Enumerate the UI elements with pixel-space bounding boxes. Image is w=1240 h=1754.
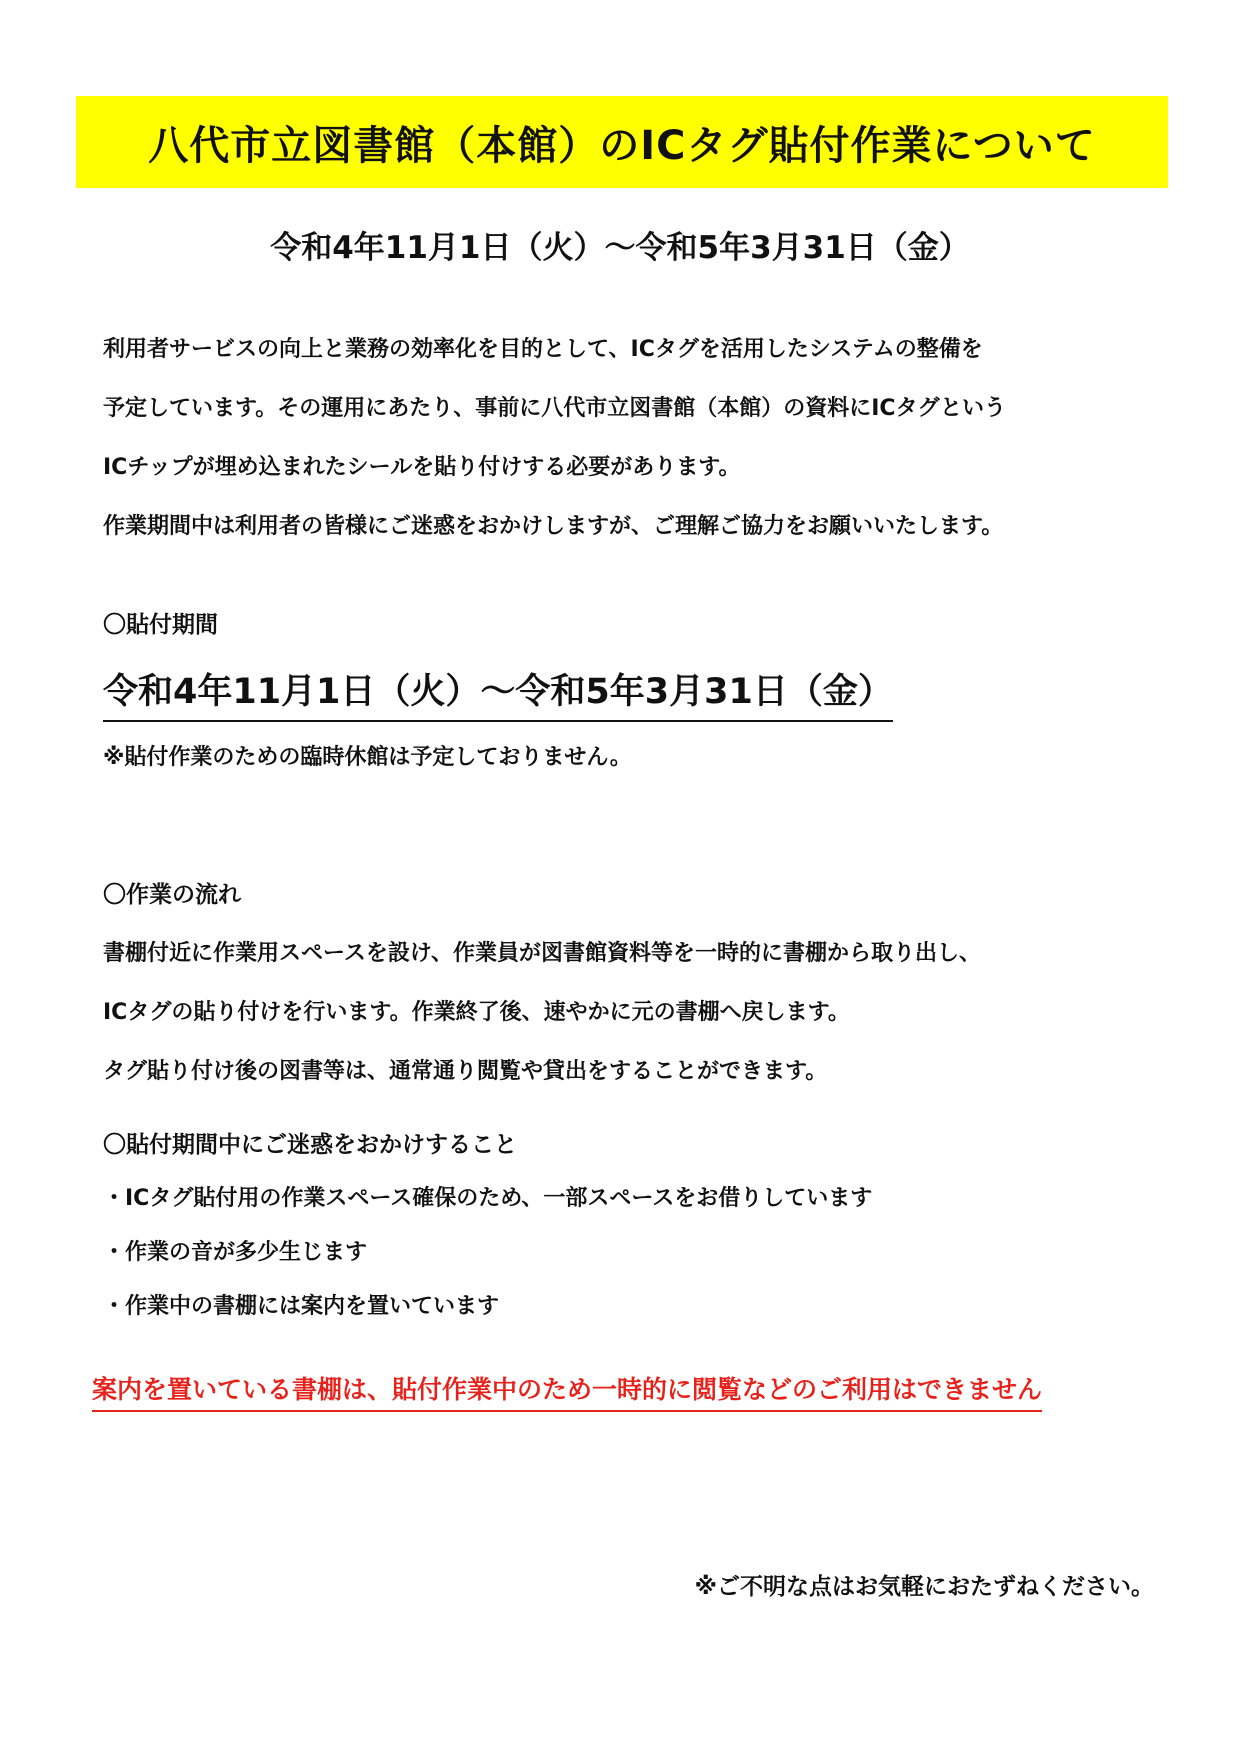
inconvenience-heading: 〇貼付期間中にご迷惑をおかけすること	[103, 1132, 517, 1158]
date-range: 令和4年11月1日（火）～令和5年3月31日（金）	[270, 230, 970, 266]
flow-line: 書棚付近に作業用スペースを設け、作業員が図書館資料等を一時的に書棚から取り出し、	[103, 941, 982, 966]
footer-note: ※ご不明な点はお気軽におたずねください。	[694, 1574, 1154, 1600]
page-title: 八代市立図書館（本館）のICタグ貼付作業について	[148, 122, 1096, 169]
inconvenience-list	[103, 1172, 1153, 1334]
period-note: ※貼付作業のための臨時休館は予定しておりません。	[103, 745, 632, 770]
period-heading: 〇貼付期間	[103, 612, 218, 638]
intro-line: ICチップが埋め込まれたシールを貼り付けする必要があります。	[103, 455, 741, 480]
flow-line: タグ貼り付け後の図書等は、通常通り閲覧や貸出をすることができます。	[103, 1059, 828, 1084]
list-item: ・作業の音が多少生じます	[103, 1240, 368, 1265]
intro-paragraph	[103, 320, 1153, 556]
intro-line: 作業期間中は利用者の皆様にご迷惑をおかけしますが、ご理解ご協力をお願いいたします。	[103, 514, 1004, 539]
warning-notice: 案内を置いている書棚は、貼付作業中のため一時的に閲覧などのご利用はできません	[92, 1370, 1042, 1412]
list-item: ・作業中の書棚には案内を置いています	[103, 1294, 500, 1319]
flow-heading: 〇作業の流れ	[103, 882, 241, 908]
list-item: ・ICタグ貼付用の作業スペース確保のため、一部スペースをお借りしています	[103, 1186, 873, 1211]
flow-line: ICタグの貼り付けを行います。作業終了後、速やかに元の書棚へ戻します。	[103, 1000, 850, 1025]
intro-line: 利用者サービスの向上と業務の効率化を目的として、ICタグを活用したシステムの整備を	[103, 337, 983, 362]
title-banner	[76, 96, 1168, 188]
period-dates: 令和4年11月1日（火）～令和5年3月31日（金）	[103, 664, 893, 722]
intro-line: 予定しています。その運用にあたり、事前に八代市立図書館（本館）の資料にICタグという	[103, 396, 1007, 421]
flow-paragraph	[103, 924, 1153, 1101]
